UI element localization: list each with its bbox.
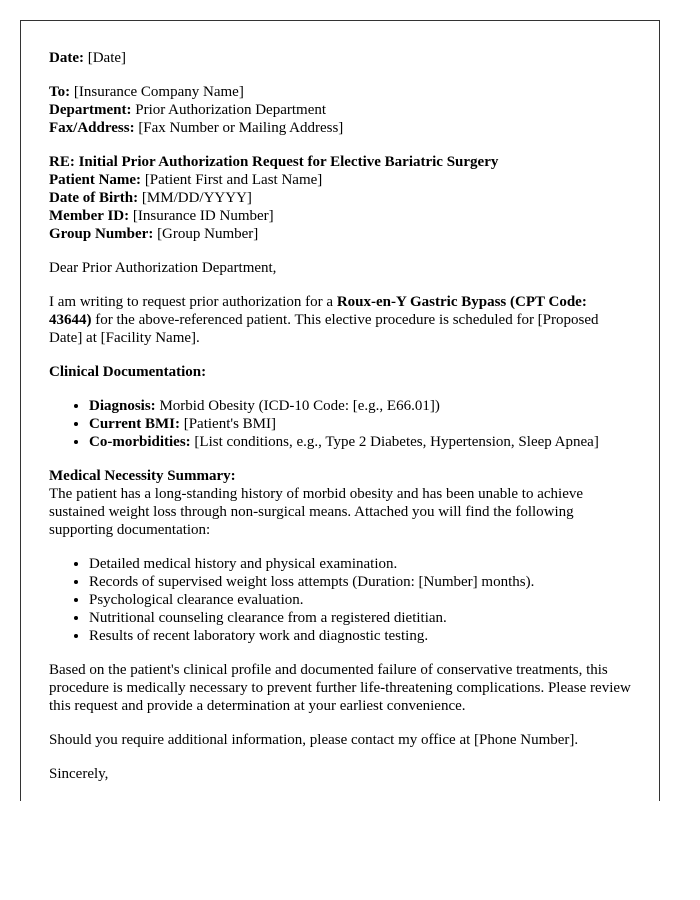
letter-page [20, 20, 660, 801]
necessity-text: The patient has a long-standing history of morbid obesity and has been unable to achieve sustained weight loss through non-surgical means. Attached you will find the following supporting documentation: [49, 486, 584, 538]
item-value: Morbid Obesity (ICD-10 Code: [e.g., E66.01]) [159, 398, 440, 414]
group-number-value: [Group Number] [157, 226, 259, 242]
date-line [49, 49, 631, 67]
contact-paragraph: Should you require additional information, please contact my office at [Phone Number]. [49, 732, 579, 748]
clinical-heading-text: Clinical Documentation: [49, 364, 207, 380]
patient-name-label: Patient Name: [49, 172, 142, 188]
re-block [49, 153, 631, 243]
member-id-value: [Insurance ID Number] [132, 208, 274, 224]
necessity-section [49, 467, 631, 539]
intro-after: for the above-referenced patient. This elective procedure is scheduled for [Proposed Date] at [Facility Name]. [49, 312, 599, 346]
recipient-block [49, 83, 631, 137]
necessity-heading: Medical Necessity Summary: [49, 468, 236, 484]
date-value: [Date] [87, 50, 127, 66]
item-label: Diagnosis: [89, 398, 156, 414]
conclusion-paragraph: Based on the patient's clinical profile and documented failure of conservative treatments, this procedure is medically necessary to prevent further life-threatening complications. Please review this request and provide a determination at your earliest convenience. [49, 662, 631, 714]
to-label: To: [49, 84, 71, 100]
date-label: Date: [49, 50, 84, 66]
member-id-label: Member ID: [49, 208, 130, 224]
item-value: [Patient's BMI] [183, 416, 276, 432]
dept-value: Prior Authorization Department [135, 102, 327, 118]
documentation-list [49, 555, 631, 645]
list-item: • Records of supervised weight loss attempts (Duration: [Number] months). [89, 573, 631, 591]
closing: Sincerely, [49, 766, 109, 782]
fax-label: Fax/Address: [49, 120, 135, 136]
re-subject: RE: Initial Prior Authorization Request for Elective Bariatric Surgery [49, 154, 499, 170]
list-item: • Detailed medical history and physical examination. [89, 555, 631, 573]
group-number-label: Group Number: [49, 226, 154, 242]
list-item: • Nutritional counseling clearance from a registered dietitian. [89, 609, 631, 627]
patient-name-value: [Patient First and Last Name] [144, 172, 323, 188]
item-label: Current BMI: [89, 416, 180, 432]
item-label: Co-morbidities: [89, 434, 191, 450]
dob-value: [MM/DD/YYYY] [141, 190, 252, 206]
intro-before: I am writing to request prior authorization for a [49, 294, 337, 310]
procedure-name: Roux-en-Y Gastric Bypass (CPT Code: 43644) [49, 294, 587, 328]
fax-value: [Fax Number or Mailing Address] [138, 120, 344, 136]
item-value: [List conditions, e.g., Type 2 Diabetes, Hypertension, Sleep Apnea] [194, 434, 599, 450]
salutation: Dear Prior Authorization Department, [49, 260, 277, 276]
list-item [89, 397, 631, 415]
clinical-heading [49, 363, 631, 381]
list-item [89, 415, 631, 433]
list-item: • Results of recent laboratory work and diagnostic testing. [89, 627, 631, 645]
intro-paragraph [49, 293, 631, 347]
to-value: [Insurance Company Name] [73, 84, 244, 100]
dob-label: Date of Birth: [49, 190, 139, 206]
list-item [89, 433, 631, 451]
list-item: • Psychological clearance evaluation. [89, 591, 631, 609]
dept-label: Department: [49, 102, 132, 118]
clinical-list [49, 397, 631, 451]
